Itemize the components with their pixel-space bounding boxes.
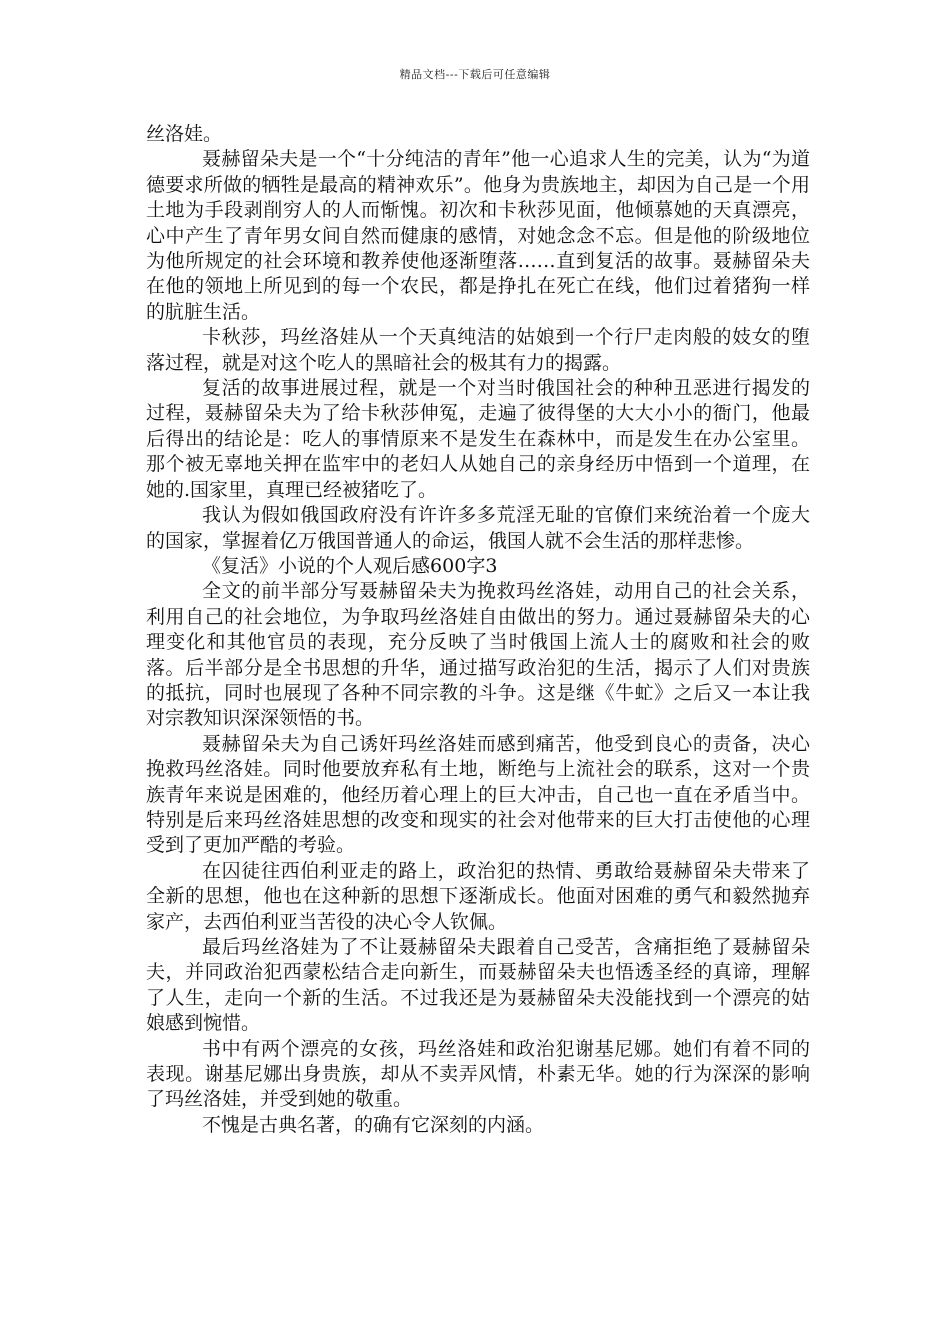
paragraph: 在囚徒往西伯利亚走的路上，政治犯的热情、勇敢给聂赫留朵夫带来了全新的思想，他也在这种新的思想下逐渐成长。他面对困难的勇气和毅然抛弃家产，去西伯利亚当苦役的决心令人钦佩。 bbox=[146, 859, 810, 933]
paragraph-continuation: 丝洛娃。 bbox=[146, 123, 223, 145]
page-header: 精品文档---下载后可任意编辑 bbox=[399, 68, 551, 81]
paragraph: 我认为假如俄国政府没有许许多多荒淫无耻的官僚们来统治着一个庞大的国家，掌握着亿万俄国普通人的命运，俄国人就不会生活的那样悲惨。 bbox=[146, 504, 810, 552]
paragraph: 卡秋莎，玛丝洛娃从一个天真纯洁的姑娘到一个行尸走肉般的妓女的堕落过程，就是对这个吃人的黑暗社会的极其有力的揭露。 bbox=[146, 326, 810, 374]
paragraph: 不愧是古典名著，的确有它深刻的内涵。 bbox=[202, 1113, 545, 1136]
paragraph: 书中有两个漂亮的女孩，玛丝洛娃和政治犯谢基尼娜。她们有着不同的表现。谢基尼娜出身贵族，却从不卖弄风情，朴素无华。她的行为深深的影响了玛丝洛娃，并受到她的敬重。 bbox=[146, 1037, 810, 1111]
paragraph: 全文的前半部分写聂赫留朵夫为挽救玛丝洛娃，动用自己的社会关系，利用自己的社会地位，为争取玛丝洛娃自由做出的努力。通过聂赫留朵夫的心理变化和其他官员的表现，充分反映了当时俄国上流人士的腐败和社会的败落。后半部分是全书思想的升华，通过描写政治犯的生活，揭示了人们对贵族的抵抗，同时也展现了各种不同宗教的斗争。这是继《牛虻》之后又一本让我对宗教知识深深领悟的书。 bbox=[146, 580, 810, 730]
paragraph: 聂赫留朵夫为自己诱奸玛丝洛娃而感到痛苦，他受到良心的责备，决心挽救玛丝洛娃。同时他要放弃私有土地，断绝与上流社会的联系，这对一个贵族青年来说是困难的，他经历着心理上的巨大冲击，自己也一直在矛盾当中。特别是后来玛丝洛娃思想的改变和现实的社会对他带来的巨大打击使他的心理受到了更加严酷的考验。 bbox=[146, 732, 810, 857]
paragraph: 最后玛丝洛娃为了不让聂赫留朵夫跟着自己受苦，含痛拒绝了聂赫留朵夫，并同政治犯西蒙松结合走向新生，而聂赫留朵夫也悟透圣经的真谛，理解了人生，走向一个新的生活。不过我还是为聂赫留朵夫没能找到一个漂亮的姑娘感到惋惜。 bbox=[146, 936, 810, 1035]
paragraph: 复活的故事进展过程，就是一个对当时俄国社会的种种丑恶进行揭发的过程，聂赫留朵夫为了给卡秋莎伸冤，走遍了彼得堡的大大小小的衙门，他最后得出的结论是：吃人的事情原来不是发生在森林中，而是发生在办公室里。那个被无辜地关押在监牢中的老妇人从她自己的亲身经历中悟到一个道理，在她的.国家里，真理已经被猪吃了。 bbox=[146, 377, 810, 501]
paragraph: 聂赫留朵夫是一个“十分纯洁的青年”他一心追求人生的完美，认为“为道德要求所做的牺牲是最高的精神欢乐”。他身为贵族地主，却因为自己是一个用土地为手段剥削穷人的人而惭愧。初次和卡秋莎见面，他倾慕她的天真漂亮，心中产生了青年男女间自然而健康的感情，对她念念不忘。但是他的阶级地位为他所规定的社会环境和教养使他逐渐堕落……直到复活的故事。聂赫留朵夫在他的领地上所见到的每一个农民，都是挣扎在死亡在线，他们过着猪狗一样的肮脏生活。 bbox=[146, 148, 810, 323]
section-heading: 《复活》小说的个人观后感600字3 bbox=[202, 554, 498, 577]
document-body bbox=[146, 122, 810, 1138]
